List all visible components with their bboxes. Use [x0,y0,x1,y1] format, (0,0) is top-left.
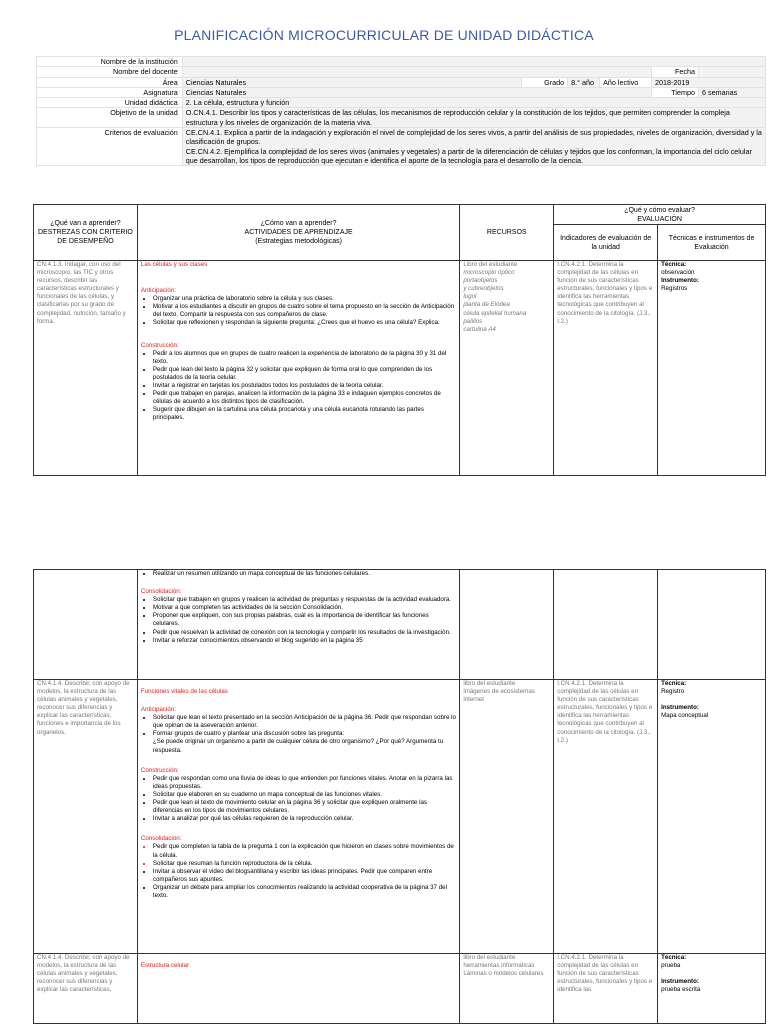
row1-tecnicas [658,261,766,476]
objetivo-value: O.CN.4.1. Describir los tipos y características de las células, los mecanismos de reproducción celular y la constitución de los tejidos, que permiten comprender la compleja estructura y los niveles de organización de la materia viva. [182,108,765,128]
row1-tecnica: observación [661,269,695,277]
row1-recurso: célula epitelial humana [463,309,527,317]
row3-consolidacion-list [141,843,456,900]
row4-tema: Estructura celular [140,962,190,969]
list-item: • Organizar una práctica de laboratorio sobre la célula y sus clases. [153,295,456,303]
tiempo-value: 6 semanas [699,87,766,97]
docente-label: Nombre del docente [37,67,183,77]
row3-recursos [460,680,554,954]
list-item: • Organizar un debate para ampliar los conocimientos realizando la actividad cooperativa de la página 37 del texto. [153,884,456,900]
row4-recurso: herramientas informáticas [463,962,535,970]
criterios-value [182,128,765,166]
row4-tecnica-label: Técnica: [661,954,687,961]
list-item: • Solicitar que elaboren en su cuaderno un mapa conceptual de las funciones vitales. [153,791,456,799]
grado-value: 8.° año [568,77,600,87]
row1-recurso: planta de Elodea [463,301,510,309]
list-item: • Invitar a observar el video del blogsantillana y escribir las ideas principales. Pedir que comparen entre compañeros sus apuntes. [153,868,456,884]
header-recursos: RECURSOS [460,205,554,261]
row3-actividades [137,680,459,954]
row4-recursos [460,954,554,1024]
planning-table-page-2 [33,569,766,1024]
fecha-value [699,67,766,77]
row1-recurso: palillos [463,317,483,325]
row1-actividades [137,261,459,476]
row1-construccion-label: Construcción: [140,341,179,349]
row3-indicador: I.CN.4.2.1. Determina la complejidad de las células en función de sus características estructurales, funcionales y tipos e identifica las herramientas tecnológicas que contribuyen al conocimiento de la citología. (J.3., I.2.) [554,680,658,954]
list-item: • Proponer que expliquen, con sus propias palabras, cuál es la importancia de identificar las funciones celulares. [153,612,456,628]
row1-instrumento: Registros [661,285,688,293]
row4-instrumento: prueba escrita [661,986,701,994]
header-actividades-3: (Estrategias metodológicas) [255,238,342,245]
planning-table-page-1 [33,204,766,476]
institucion-value [182,57,765,67]
list-item: • Formar grupos de cuatro y plantear una discusión sobre las pregunta: [153,730,456,738]
row1-instrumento-label: Instrumento: [661,277,699,285]
objetivo-label: Objetivo de la unidad [37,108,183,128]
row3-tecnica: Registro [661,688,685,696]
row3-recurso: libro del estudiante [463,680,516,687]
header-actividades [137,205,459,261]
list-item: • Sugerir que dibujen en la cartulina una célula procariota y una célula eucariota rotulando las partes principales. [153,406,456,422]
document-title: PLANIFICACIÓN MICROCURRICULAR DE UNIDAD DIDÁCTICA [174,27,594,43]
row1-recurso: y cubreobjetos [463,285,504,293]
row2-destreza [34,570,138,680]
info-table [36,56,766,166]
row2-recursos [460,570,554,680]
row2-list-top [141,570,456,578]
criterio-2: CE.CN.4.2. Ejemplifica la complejidad de los seres vivos (animales y vegetales) a partir de la diferenciación de células y tejidos que los conforman, la importancia del ciclo celular que desarrollan, los tipos de reproducción que ejecutan e identifica el aporte de la tecnología para el desarrollo de la ciencia. [185,146,752,165]
asignatura-label: Asignatura [37,87,183,97]
area-label: Área [37,77,183,87]
list-item: • Pedir que resuelvan la actividad de conexión con la tecnología y compartir los resultados de la investigación. [153,629,456,637]
criterio-1: CE.CN.4.1. Explica a partir de la indagación y exploración el nivel de complejidad de los seres vivos, a partir del análisis de sus propiedades, niveles de organización, diversidad y la clasificación de grupos. [185,128,762,147]
row3-pregunta: ¿Se puede originar un organismo a partir de cualquier célula de otro organismo? ¿Por qué? Argumenta tu respuesta. [152,738,444,754]
row3-instrumento-label: Instrumento: [661,704,699,712]
row3-anticipacion-list [141,714,456,738]
area-value: Ciencias Naturales [182,77,521,87]
row4-tecnicas [658,954,766,1024]
row2-indicador [554,570,658,680]
anio-label: Año lectivo [600,77,652,87]
row4-indicador: I.CN.4.2.1. Determina la complejidad de las células en función de sus características estructurales, funcionales y tipos e identifica las [554,954,658,1024]
anio-value: 2018-2019 [652,77,766,87]
list-item: • Invitar a registrar en tarjetas los postulados todos los postulados de la teoría celular. [153,382,456,390]
row4-instrumento-label: Instrumento: [661,978,699,986]
unidad-value: 2. La célula, estructura y función [182,98,765,108]
row1-recurso: lugol [463,293,477,301]
asignatura-value: Ciencias Naturales [182,87,651,97]
row3-tema: Funciones vitales de las células [140,688,228,695]
list-item: • Pedir que respondan como una lluvia de ideas lo que entienden por funciones vitales. Anotar en la pizarra las ideas propuestas. [153,775,456,791]
row1-destreza: CN.4.1.3. Indagar, con uso del microscopio, las TIC y otros recursos, describir las características estructurales y funcionales de las células, y clasificarlas por su grado de complejidad, nutrición, tamaño y forma. [34,261,138,476]
list-item: • Pedir que trabajen en parejas, analicen la información de la página 33 e indaguen ejemplos concretos de células de acuerdo a los distintos tipos de clasificación. [153,390,456,406]
list-item: • Solicitar que reflexionen y respondan la siguiente pregunta: ¿Crees que el huevo es una célula? Explica. [153,319,456,327]
row2-consolidacion-list [141,596,456,645]
row1-anticipacion-list [141,295,456,327]
row4-tecnica: prueba [661,962,681,970]
row3-instrumento: Mapa conceptual [661,712,709,720]
list-item: • Invitar a analizar por qué las células requieren de la reproducción celular. [153,815,456,823]
grado-label: Grado [522,77,568,87]
docente-value [182,67,651,77]
header-evaluacion-1: ¿Qué y cómo evaluar? [624,206,696,214]
list-item: • Solicitar que lean el texto presentado en la sección Anticipación de la página 36. Pedir que respondan sobre lo que opinan de la aseveración anterior. [153,714,456,730]
row3-tecnica-label: Técnica: [661,680,687,687]
row1-recurso-libro: Libro del estudiante [463,261,518,268]
list-item: • Invitar a reforzar conocimientos observando el blog sugerido en la página 35 [153,637,456,645]
header-indicadores: Indicadores de evaluación de la unidad [554,225,658,261]
fecha-label: Fecha [652,67,699,77]
row2-consolidacion-label: Consolidación: [140,588,182,596]
list-item: • Pedir que completen la tabla de la pregunta 1 con la explicación que hicieron en clases sobre movimientos de la célula. [153,843,456,859]
list-item: • Pedir a los alumnos que en grupos de cuatro realicen la experiencia de laboratorio de la página 30 y 31 del texto. [153,350,456,366]
institucion-label: Nombre de la institución [37,57,183,67]
list-item: • Pedir que lean del texto la página 32 y solicitar que expliquen de forma oral lo que comprenden de los postulados de la teoría celular. [153,366,456,382]
criterios-label: Criterios de evaluación [37,128,183,166]
row3-tecnicas [658,680,766,954]
unidad-label: Unidad didáctica [37,98,183,108]
list-item: • Pedir que lean el texto de movimiento celular en la página 36 y solicitar que expliquen oralmente las diferencias en los tipos de movimientos celulares. [153,799,456,815]
list-item: • Motivar a que completen las actividades de la sección Consolidación. [153,604,456,612]
row1-recurso: cartulina A4 [463,325,496,333]
row4-destreza: CN.4.1.4. Describir, con apoyo de modelos, la estructura de las células animales y vegetales, reconocer sus diferencias y explicar las características, [34,954,138,1024]
row3-anticipacion-label: Anticipación: [140,706,176,714]
row3-recurso: imágenes de ecosistemas [463,688,535,696]
list-item: • Motivar a los estudiantes a discutir en grupos de cuatro sobre el tema propuesto en la sección de Anticipación del texto. Compartir la respuesta con sus compañeros de clase. [153,303,456,319]
row1-indicador: I.CN.4.2.1. Determina la complejidad de las células en función de sus características estructurales, funcionales y tipos e identifica las herramientas tecnológicas que contribuyen al conocimiento de la citología. (J.3., I.2.) [554,261,658,476]
row1-tema: Las células y sus clases [140,261,208,268]
header-actividades-2: ACTIVIDADES DE APRENDIZAJE [244,229,353,236]
header-evaluacion [554,205,766,225]
row3-recurso: internet [463,696,484,704]
row1-tecnica-label: Técnica: [661,261,687,268]
row4-recurso: Láminas o modelos celulares [463,970,544,978]
row1-recurso: portaobjetos [463,277,498,285]
tiempo-label: Tiempo [652,87,699,97]
header-actividades-1: ¿Cómo van a aprender? [260,220,337,227]
list-item: • Solicitar que trabajen en grupos y realicen la actividad de preguntas y respuestas de la actividad evaluadora. [153,596,456,604]
row2-tecnicas [658,570,766,680]
row1-recurso: microscopio óptico [463,269,515,277]
row1-recursos [460,261,554,476]
header-tecnicas: Técnicas e instrumentos de Evaluación [658,225,766,261]
list-item: • Solicitar que resuman la función reproductora de la célula. [153,860,456,868]
header-destrezas: ¿Qué van a aprender? DESTREZAS CON CRITERIO DE DESEMPEÑO [34,205,138,261]
row4-recurso: libro del estudiante [463,954,516,961]
header-evaluacion-2: EVALUACIÓN [637,215,682,223]
row2-actividades [137,570,459,680]
row3-destreza: CN.4.1.4. Describir, con apoyo de modelos, la estructura de las células animales y vegetales, reconocer sus diferencias y explicar las características, funciones e importancia de los organelos. [34,680,138,954]
row3-construccion-list [141,775,456,824]
row3-construccion-label: Construcción: [140,766,179,774]
row4-actividades [137,954,459,1024]
row1-anticipacion-label: Anticipación: [140,287,176,295]
row1-construccion-list [141,350,456,423]
list-item: • Realizar un resumen utilizando un mapa conceptual de las funciones celulares. [153,570,456,578]
row3-consolidacion-label: Consolidación: [140,835,182,843]
